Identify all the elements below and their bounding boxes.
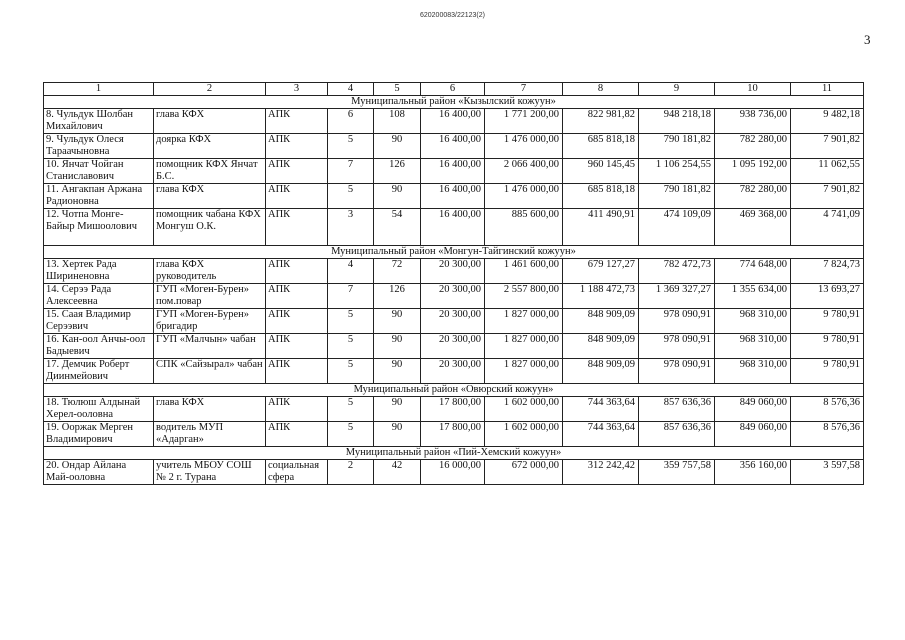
table-cell-col-5: 90: [374, 397, 421, 422]
table-cell-col-8: 960 145,45: [563, 159, 639, 184]
column-header-10: 10: [715, 83, 791, 96]
table-row: [44, 397, 864, 422]
table-cell-col-9: 978 090,91: [639, 334, 715, 359]
table-cell-col-11: 3 597,58: [791, 460, 864, 485]
table-cell-col-10: 968 310,00: [715, 359, 791, 384]
table-cell-col-3: АПК: [266, 334, 328, 359]
table-cell-col-7: 1 827 000,00: [485, 359, 563, 384]
table-cell-col-3: АПК: [266, 259, 328, 284]
table-cell-col-7: 2 066 400,00: [485, 159, 563, 184]
section-header-row: [44, 246, 864, 259]
table-cell-col-10: 849 060,00: [715, 422, 791, 447]
table-cell-col-10: 968 310,00: [715, 309, 791, 334]
table-cell-col-8: 679 127,27: [563, 259, 639, 284]
table-cell-col-11: 13 693,27: [791, 284, 864, 309]
table-body: [44, 96, 864, 485]
table-cell-col-7: 1 602 000,00: [485, 397, 563, 422]
table-cell-col-6: 17 800,00: [421, 397, 485, 422]
table-cell-col-11: 9 482,18: [791, 109, 864, 134]
table-cell-col-8: 685 818,18: [563, 134, 639, 159]
table-cell-col-4: 5: [328, 334, 374, 359]
table-cell-col-7: 1 827 000,00: [485, 309, 563, 334]
table-cell-col-1: 11. Ангакпан Аржана Радионовна: [44, 184, 154, 209]
column-header-11: 11: [791, 83, 864, 96]
table-cell-col-6: 16 000,00: [421, 460, 485, 485]
table-cell-col-2: глава КФХ руководитель: [154, 259, 266, 284]
table-cell-col-4: 7: [328, 284, 374, 309]
table-cell-col-11: 7 901,82: [791, 134, 864, 159]
table-cell-col-1: 18. Тюлюш Алдынай Херел-ооловна: [44, 397, 154, 422]
table-cell-col-6: 16 400,00: [421, 209, 485, 246]
table-cell-col-3: АПК: [266, 184, 328, 209]
table-row: [44, 284, 864, 309]
table-cell-col-7: 1 602 000,00: [485, 422, 563, 447]
page-number: 3: [864, 32, 871, 47]
payments-table: [43, 82, 864, 485]
table-cell-col-2: ГУП «Моген-Бурен» бригадир: [154, 309, 266, 334]
table-cell-col-5: 54: [374, 209, 421, 246]
table-cell-col-3: АПК: [266, 209, 328, 246]
table-cell-col-10: 938 736,00: [715, 109, 791, 134]
column-header-3: 3: [266, 83, 328, 96]
table-row: [44, 259, 864, 284]
column-header-9: 9: [639, 83, 715, 96]
table-cell-col-3: АПК: [266, 422, 328, 447]
table-cell-col-11: 4 741,09: [791, 209, 864, 246]
table-cell-col-7: 885 600,00: [485, 209, 563, 246]
table-cell-col-11: 8 576,36: [791, 397, 864, 422]
table-cell-col-11: 9 780,91: [791, 309, 864, 334]
table-cell-col-7: 1 771 200,00: [485, 109, 563, 134]
table-cell-col-8: 744 363,64: [563, 422, 639, 447]
table-cell-col-10: 774 648,00: [715, 259, 791, 284]
table-cell-col-4: 4: [328, 259, 374, 284]
table-cell-col-10: 849 060,00: [715, 397, 791, 422]
table-cell-col-4: 6: [328, 109, 374, 134]
table-cell-col-2: ГУП «Малчын» чабан: [154, 334, 266, 359]
table-cell-col-11: 7 901,82: [791, 184, 864, 209]
table-cell-col-4: 5: [328, 309, 374, 334]
table-cell-col-5: 90: [374, 422, 421, 447]
table-cell-col-6: 20 300,00: [421, 309, 485, 334]
table-cell-col-11: 9 780,91: [791, 334, 864, 359]
table-cell-col-1: 8. Чульдук Шолбан Михайлович: [44, 109, 154, 134]
table-cell-col-3: АПК: [266, 109, 328, 134]
document-id: 620200083/22123(2): [419, 12, 485, 19]
table-cell-col-5: 90: [374, 359, 421, 384]
table-cell-col-2: глава КФХ: [154, 109, 266, 134]
table-cell-col-2: глава КФХ: [154, 184, 266, 209]
table-cell-col-3: АПК: [266, 309, 328, 334]
table-cell-col-6: 16 400,00: [421, 109, 485, 134]
table-row: [44, 184, 864, 209]
table-cell-col-8: 848 909,09: [563, 359, 639, 384]
table-cell-col-5: 90: [374, 184, 421, 209]
table-cell-col-8: 744 363,64: [563, 397, 639, 422]
table-cell-col-11: 9 780,91: [791, 359, 864, 384]
table-cell-col-8: 848 909,09: [563, 309, 639, 334]
column-header-7: 7: [485, 83, 563, 96]
table-cell-col-1: 10. Янчат Чойган Станиславович: [44, 159, 154, 184]
table-cell-col-6: 17 800,00: [421, 422, 485, 447]
table-cell-col-3: АПК: [266, 359, 328, 384]
table-cell-col-3: социальная сфера: [266, 460, 328, 485]
table-cell-col-8: 822 981,82: [563, 109, 639, 134]
table-cell-col-10: 782 280,00: [715, 184, 791, 209]
table-cell-col-1: 16. Кан-оол Анчы-оол Бадыевич: [44, 334, 154, 359]
table-cell-col-10: 1 095 192,00: [715, 159, 791, 184]
table-row: [44, 359, 864, 384]
table-cell-col-3: АПК: [266, 284, 328, 309]
table-cell-col-2: учитель МБОУ СОШ № 2 г. Турана: [154, 460, 266, 485]
table-cell-col-9: 857 636,36: [639, 422, 715, 447]
column-header-5: 5: [374, 83, 421, 96]
table-cell-col-10: 782 280,00: [715, 134, 791, 159]
section-header-row: [44, 447, 864, 460]
table-cell-col-1: 14. Серээ Рада Алексеевна: [44, 284, 154, 309]
table-cell-col-5: 90: [374, 134, 421, 159]
table-cell-col-5: 126: [374, 159, 421, 184]
section-title: Муниципальный район «Кызылский кожуун»: [44, 96, 864, 109]
table-cell-col-1: 20. Ондар Айлана Май-ооловна: [44, 460, 154, 485]
table-cell-col-7: 672 000,00: [485, 460, 563, 485]
table-cell-col-2: помощник КФХ Янчат Б.С.: [154, 159, 266, 184]
table-cell-col-5: 108: [374, 109, 421, 134]
table-row: [44, 134, 864, 159]
table-cell-col-4: 5: [328, 359, 374, 384]
table-cell-col-11: 11 062,55: [791, 159, 864, 184]
table-cell-col-2: глава КФХ: [154, 397, 266, 422]
table-cell-col-8: 312 242,42: [563, 460, 639, 485]
table-cell-col-9: 978 090,91: [639, 359, 715, 384]
table-cell-col-6: 20 300,00: [421, 334, 485, 359]
table-cell-col-4: 5: [328, 184, 374, 209]
table-cell-col-9: 359 757,58: [639, 460, 715, 485]
table-cell-col-9: 1 106 254,55: [639, 159, 715, 184]
table-row: [44, 309, 864, 334]
table-cell-col-8: 685 818,18: [563, 184, 639, 209]
table-cell-col-1: 12. Чотпа Монге-Байыр Мишоолович: [44, 209, 154, 246]
section-title: Муниципальный район «Монгун-Тайгинский кожуун»: [44, 246, 864, 259]
table-cell-col-2: водитель МУП «Адарган»: [154, 422, 266, 447]
table-cell-col-7: 2 557 800,00: [485, 284, 563, 309]
table-row: [44, 159, 864, 184]
column-header-6: 6: [421, 83, 485, 96]
table-cell-col-9: 474 109,09: [639, 209, 715, 246]
table-cell-col-1: 13. Хертек Рада Шириненовна: [44, 259, 154, 284]
column-header-8: 8: [563, 83, 639, 96]
table-cell-col-3: АПК: [266, 397, 328, 422]
table-cell-col-4: 5: [328, 397, 374, 422]
table-row: [44, 422, 864, 447]
table-cell-col-9: 857 636,36: [639, 397, 715, 422]
table-cell-col-10: 1 355 634,00: [715, 284, 791, 309]
table-cell-col-6: 20 300,00: [421, 359, 485, 384]
table-row: [44, 109, 864, 134]
table-cell-col-6: 16 400,00: [421, 184, 485, 209]
table-cell-col-10: 356 160,00: [715, 460, 791, 485]
table-cell-col-11: 8 576,36: [791, 422, 864, 447]
table-header: [44, 83, 864, 96]
table-cell-col-5: 42: [374, 460, 421, 485]
section-title: Муниципальный район «Пий-Хемский кожуун»: [44, 447, 864, 460]
table-cell-col-1: 9. Чульдук Олеся Тараачыновна: [44, 134, 154, 159]
table-cell-col-5: 126: [374, 284, 421, 309]
column-header-1: 1: [44, 83, 154, 96]
table-cell-col-4: 5: [328, 134, 374, 159]
table-cell-col-7: 1 461 600,00: [485, 259, 563, 284]
table-cell-col-4: 3: [328, 209, 374, 246]
section-title: Муниципальный район «Овюрский кожуун»: [44, 384, 864, 397]
table-row: [44, 209, 864, 246]
column-header-2: 2: [154, 83, 266, 96]
table-cell-col-7: 1 476 000,00: [485, 134, 563, 159]
table-cell-col-1: 17. Демчик Роберт Диинмейович: [44, 359, 154, 384]
table-cell-col-4: 5: [328, 422, 374, 447]
table-cell-col-3: АПК: [266, 159, 328, 184]
table-cell-col-7: 1 476 000,00: [485, 184, 563, 209]
table-cell-col-5: 72: [374, 259, 421, 284]
table-cell-col-8: 411 490,91: [563, 209, 639, 246]
table-cell-col-11: 7 824,73: [791, 259, 864, 284]
table-row: [44, 460, 864, 485]
table-cell-col-1: 19. Ооржак Мерген Владимирович: [44, 422, 154, 447]
table-cell-col-9: 948 218,18: [639, 109, 715, 134]
table-cell-col-9: 782 472,73: [639, 259, 715, 284]
table-cell-col-6: 20 300,00: [421, 284, 485, 309]
table-cell-col-8: 1 188 472,73: [563, 284, 639, 309]
table-cell-col-7: 1 827 000,00: [485, 334, 563, 359]
table-cell-col-3: АПК: [266, 134, 328, 159]
table-cell-col-6: 20 300,00: [421, 259, 485, 284]
table-cell-col-4: 7: [328, 159, 374, 184]
table-cell-col-5: 90: [374, 309, 421, 334]
table-cell-col-5: 90: [374, 334, 421, 359]
table-cell-col-6: 16 400,00: [421, 134, 485, 159]
table-cell-col-2: ГУП «Моген-Бурен» пом.повар: [154, 284, 266, 309]
column-header-4: 4: [328, 83, 374, 96]
table-cell-col-4: 2: [328, 460, 374, 485]
table-cell-col-9: 790 181,82: [639, 134, 715, 159]
table-cell-col-2: СПК «Сайзырал» чабан: [154, 359, 266, 384]
table-cell-col-8: 848 909,09: [563, 334, 639, 359]
table-cell-col-10: 968 310,00: [715, 334, 791, 359]
table-cell-col-9: 1 369 327,27: [639, 284, 715, 309]
table-cell-col-6: 16 400,00: [421, 159, 485, 184]
table-cell-col-9: 978 090,91: [639, 309, 715, 334]
section-header-row: [44, 384, 864, 397]
table-cell-col-10: 469 368,00: [715, 209, 791, 246]
table-row: [44, 334, 864, 359]
section-header-row: [44, 96, 864, 109]
table-cell-col-9: 790 181,82: [639, 184, 715, 209]
table-cell-col-2: помощник чабана КФХ Монгуш О.К.: [154, 209, 266, 246]
table-cell-col-2: доярка КФХ: [154, 134, 266, 159]
table-cell-col-1: 15. Саая Владимир Серээвич: [44, 309, 154, 334]
